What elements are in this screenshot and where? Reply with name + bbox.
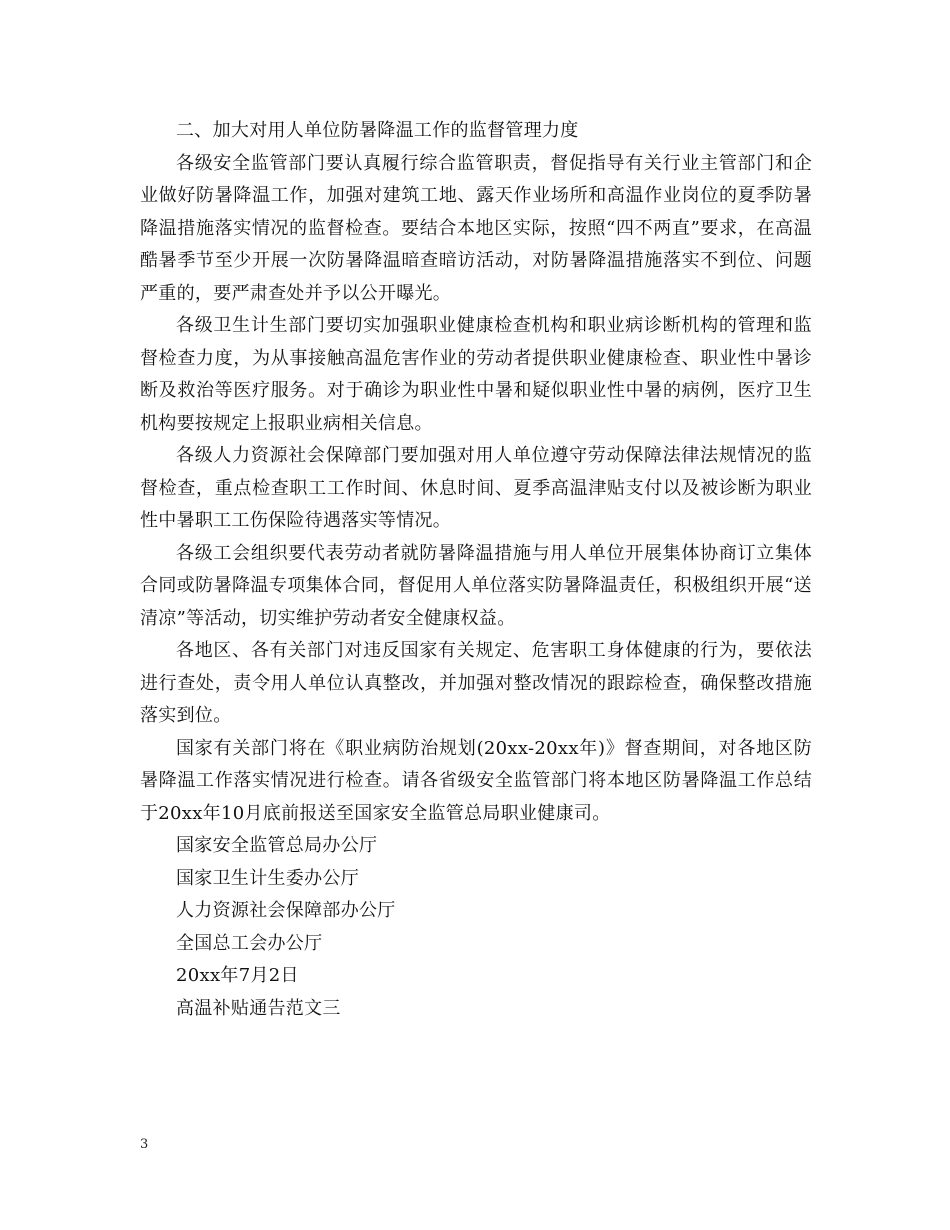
- paragraph-safety-supervision: 各级安全监管部门要认真履行综合监管职责，督促指导有关行业主管部门和企业做好防暑降温工作，加强对建筑工地、露天作业场所和高温作业岗位的夏季防暑降温措施落实情况的监督检查。要结合本地区实际，按照“四不两直”要求，在高温酷暑季节至少开展一次防暑降温暗查暗访活动，对防暑降温措施落实不到位、问题严重的，要严肃查处并予以公开曝光。: [140, 152, 812, 304]
- paragraph-trade-union: 各级工会组织要代表劳动者就防暑降温措施与用人单位开展集体协商订立集体合同或防暑降温专项集体合同，督促用人单位落实防暑降温责任，积极组织开展“送清凉”等活动，切实维护劳动者安全健康权益。: [140, 542, 812, 629]
- document-body: [140, 115, 812, 1025]
- issuer-safety-office: 国家安全监管总局办公厅: [176, 835, 378, 856]
- issuer-union-office: 全国总工会办公厅: [176, 932, 323, 954]
- section-heading: 二、加大对用人单位防暑降温工作的监督管理力度: [176, 120, 579, 141]
- issue-date: 20xx年7月2日: [176, 965, 299, 986]
- paragraph-human-resources: 各级人力资源社会保障部门要加强对用人单位遵守劳动保障法律法规情况的监督检查，重点检查职工工作时间、休息时间、夏季高温津贴支付以及被诊断为职业性中暑职工工伤保险待遇落实等情况。: [140, 445, 812, 531]
- next-section-title: 高温补贴通告范文三: [176, 997, 341, 1019]
- issuer-hr-office: 人力资源社会保障部办公厅: [176, 900, 396, 921]
- paragraph-inspection-plan: 国家有关部门将在《职业病防治规划(20xx-20xx年)》督查期间，对各地区防暑降温工作落实情况进行检查。请各省级安全监管部门将本地区防暑降温工作总结于20xx年10月底前报送至国家安全监管总局职业健康司。: [140, 737, 812, 824]
- paragraph-health-department: 各级卫生计生部门要切实加强职业健康检查机构和职业病诊断机构的管理和监督检查力度，为从事接触高温危害作业的劳动者提供职业健康检查、职业性中暑诊断及救治等医疗服务。对于确诊为职业性中暑和疑似职业性中暑的病例，医疗卫生机构要按规定上报职业病相关信息。: [140, 315, 812, 434]
- issuer-health-office: 国家卫生计生委办公厅: [176, 867, 359, 889]
- paragraph-enforcement: 各地区、各有关部门对违反国家有关规定、危害职工身体健康的行为，要依法进行查处，责令用人单位认真整改，并加强对整改情况的跟踪检查，确保整改措施落实到位。: [140, 640, 812, 726]
- page-number: 3: [140, 1137, 149, 1152]
